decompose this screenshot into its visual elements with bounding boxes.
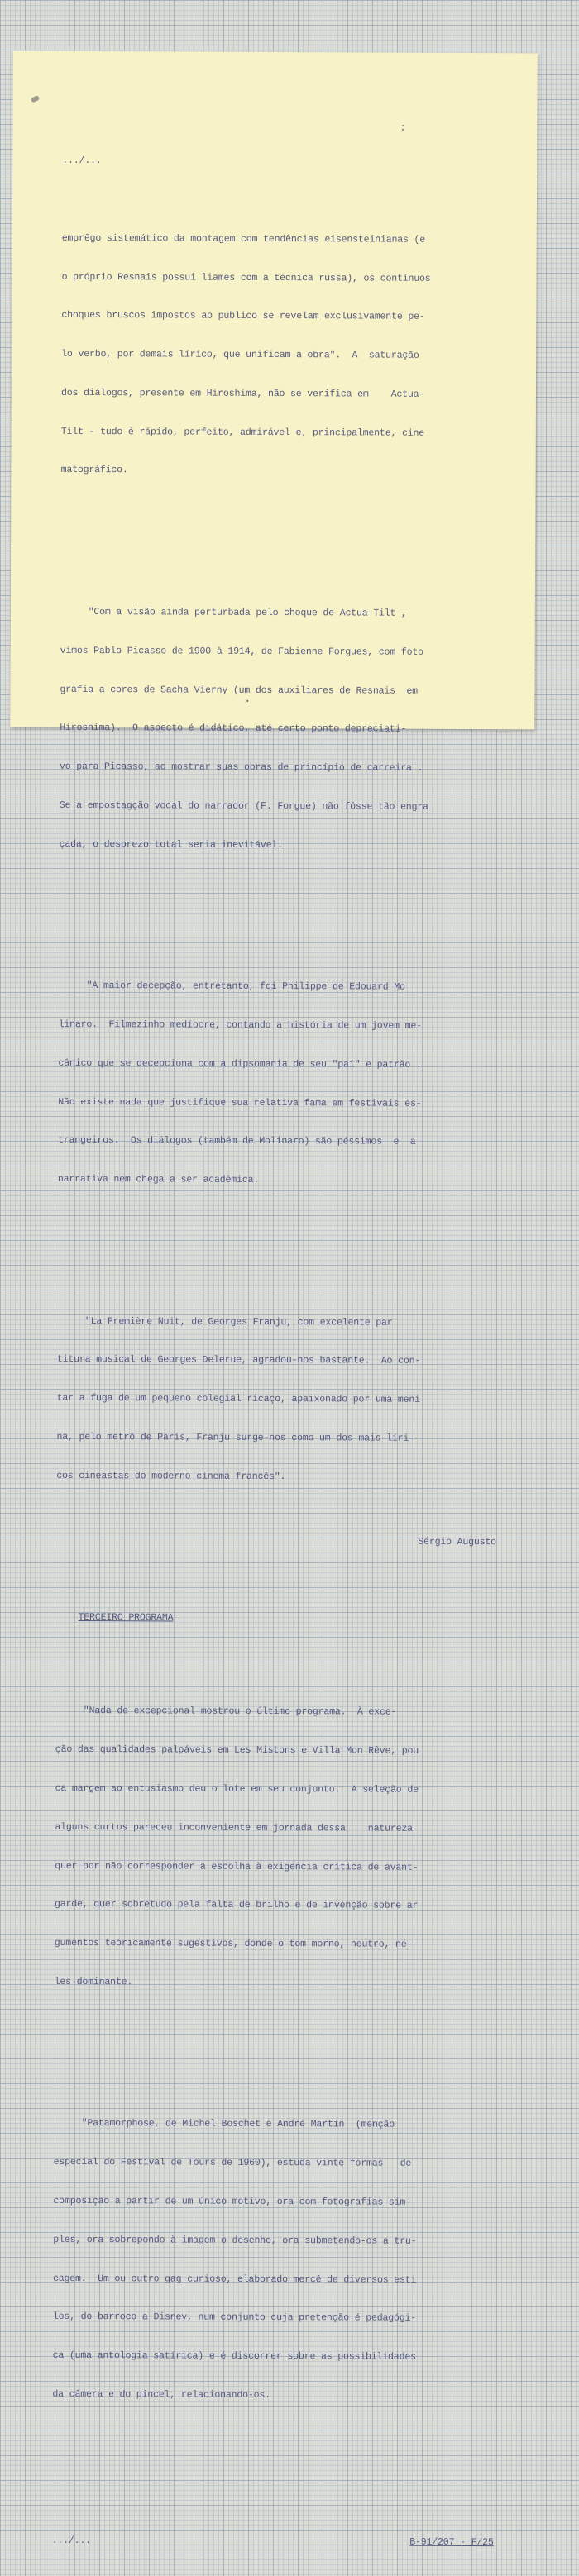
typewritten-page	[10, 51, 538, 2549]
text-line: ca margem ao entusiasmo deu o lote em seu conjunto. A seleção de	[55, 1782, 419, 1796]
text-line: matográfico.	[60, 465, 128, 476]
text-line: lo verbo, por demais lírico, que unificam a obra". A saturação	[61, 348, 419, 361]
text-line: "La Première Nuit, de Georges Franju, com excelente par	[57, 1315, 393, 1329]
text-line: na, pelo metrô de Paris, Franju surge-nos como um dos mais líri-	[56, 1431, 414, 1444]
paragraph-1	[60, 206, 504, 504]
ink-blot	[31, 95, 41, 103]
text-line: o próprio Resnais possui liames com a técnica russa), os contínuos	[61, 271, 431, 284]
paragraph-6	[52, 2092, 495, 2429]
text-line: "Com a visão ainda perturbada pelo choque de Actua-Tilt ,	[60, 606, 407, 619]
text-line: Tilt - tudo é rápido, perfeito, admirável e, principalmente, cine	[60, 426, 425, 439]
text-line: los, do barroco a Disney, num conjunto cuja pretenção é pedagógi-	[52, 2311, 417, 2325]
text-line: Não existe nada que justifique sua relativa fama em festivais es-	[58, 1096, 422, 1109]
text-line: cânico que se decepciona com a dipsomania de seu "pai" e patrão .	[58, 1057, 422, 1071]
paragraph-2	[59, 580, 502, 879]
text-line: especial do Festival de Tours de 1960), estuda vinte formas de	[53, 2157, 412, 2169]
text-line: vimos Pablo Picasso de 1900 à 1914, de Fabienne Forgues, com foto	[60, 645, 423, 658]
page-footer	[52, 2535, 494, 2550]
text-line: çada, o desprezo total seria inevitável.	[59, 838, 283, 851]
paragraph-5	[54, 1679, 497, 2016]
text-line: alguns curtos pareceu inconveniente em jornada dessa natureza	[55, 1821, 413, 1834]
paragraph-4	[56, 1289, 499, 1510]
text-line: gumentos teóricamente sugestivos, donde o tom morno, neutro, né-	[54, 1937, 413, 1950]
text-line: ca (uma antologia satírica) e é discorrer sobre as possibilidades	[52, 2349, 416, 2363]
signature: Sérgio Augusto	[418, 1536, 496, 1548]
text-line: cos cineastas do moderno cinema francês".	[56, 1470, 286, 1482]
text-line: garde, quer sobretudo pela falta de brilho e de invenção sobre ar	[54, 1899, 419, 1912]
text-line: trangeiros. Os diálogos (também de Molinaro) são péssimos e a	[58, 1135, 416, 1148]
text-line: linaro. Filmezinho medíocre, contando a história de um jovem me-	[58, 1018, 422, 1032]
text-line: "Patamorphose, de Michel Boschet e André Martin (menção	[53, 2118, 395, 2131]
document-reference: B-91/207 - F/25	[409, 2537, 494, 2549]
text-line: grafia a cores de Sacha Vierny (um dos auxiliares de Resnais em	[60, 684, 418, 697]
text-line: Se a empostagção vocal do narrador (F. Forgue) não fôsse tão engra	[59, 799, 428, 813]
text-line: composição a partir de um único motivo, ora com fotografias sim-	[53, 2195, 411, 2208]
text-line: ples, ora sobrepondo à imagem o desenho, ora submetendo-os a tru-	[53, 2234, 417, 2247]
bottom-continuation-marker: .../...	[51, 2535, 91, 2547]
paragraph-3	[58, 954, 500, 1214]
top-continuation-marker: .../...	[62, 155, 102, 167]
text-line: Hiroshima). O aspecto é didático, até certo ponto depreciati-	[60, 723, 407, 736]
colon-mark: :	[400, 122, 406, 134]
text-line: "A maior decepção, entretanto, foi Philippe de Edouard Mo	[58, 980, 405, 993]
text-line: choques bruscos impostos ao público se revelam exclusivamente pe-	[61, 310, 425, 323]
text-line: titura musical de Georges Delerue, agradou-nos bastante. Ao con-	[56, 1354, 421, 1367]
ink-dot	[246, 700, 248, 702]
text-line: da câmera e do pincel, relacionando-os.	[52, 2388, 270, 2401]
text-line: vo para Picasso, ao mostrar suas obras de princípio de carreira .	[59, 761, 423, 774]
page-text	[51, 129, 504, 2576]
text-line: les dominante.	[54, 1976, 133, 1988]
text-line: emprêgo sistemático da montagem com tendências eisensteinianas (e	[61, 232, 426, 246]
text-line: tar a fuga de um pequeno colegial ricaço, apaixonado por uma meni	[56, 1393, 420, 1405]
text-line: cagem. Um ou outro gag curioso, elaborado mercê de diversos esti	[53, 2273, 417, 2286]
text-line: quer por não corresponder a escolha à exigência crítica de avant-	[55, 1860, 419, 1873]
section-heading: TERCEIRO PROGRAMA	[78, 1612, 174, 1624]
text-line: narrativa nem chega a ser acadêmica.	[57, 1173, 260, 1186]
text-line: "Nada de excepcional mostrou o último programa. À exce-	[55, 1705, 397, 1719]
text-line: dos diálogos, presente em Hiroshima, não se verifica em Actua-	[60, 387, 425, 400]
text-line: ção das qualidades palpáveis em Les Mistons e Villa Mon Rêve, pou	[55, 1744, 419, 1757]
